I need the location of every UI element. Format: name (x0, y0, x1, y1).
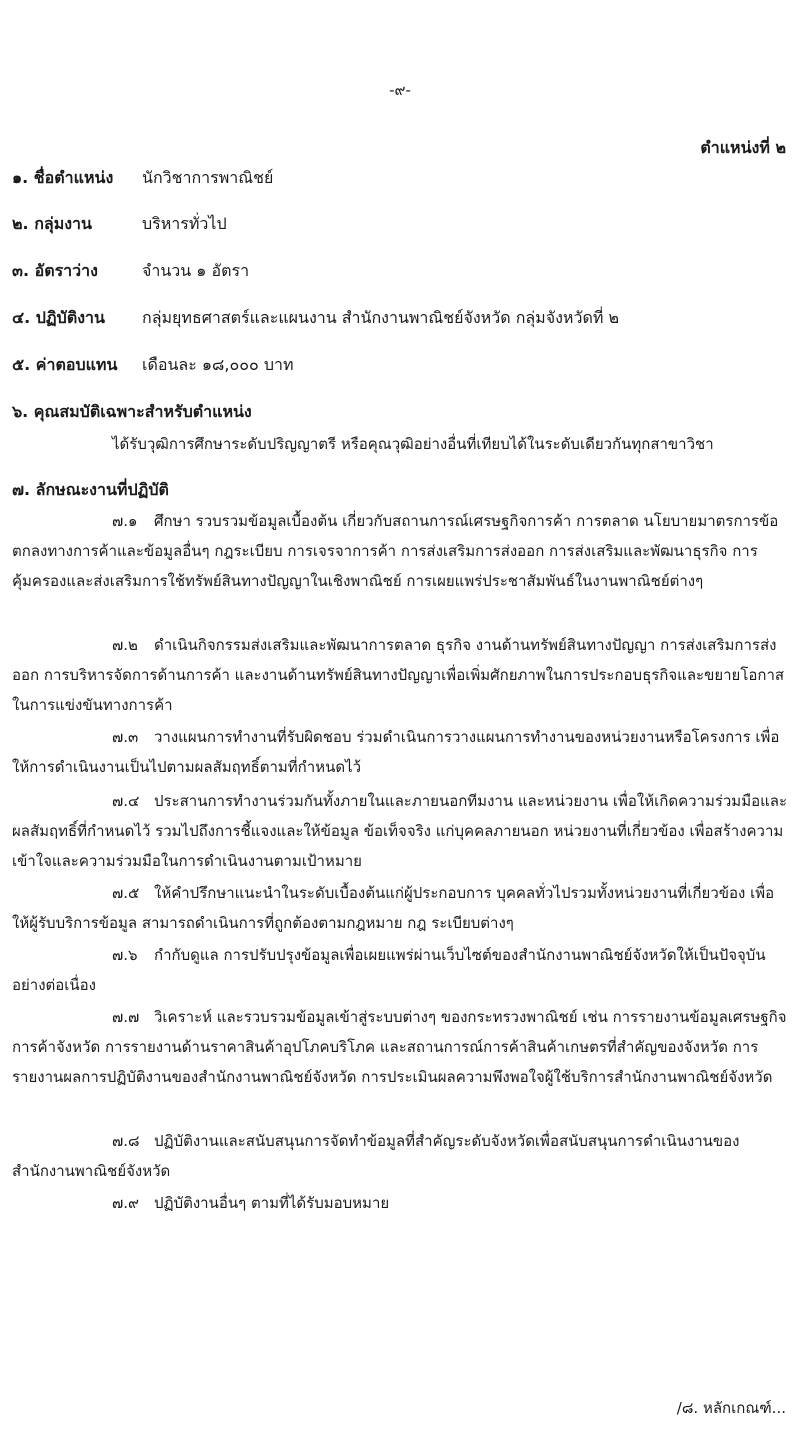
section6-text: ได้รับวุฒิการศึกษาระดับปริญญาตรี หรือคุณวุฒิอย่างอื่นที่เทียบได้ในระดับเดียวกันทุกสาขาวิชา (112, 435, 714, 453)
duty-number: ๗.๕ (112, 884, 140, 902)
field-salary (12, 353, 294, 378)
duty-number: ๗.๖ (112, 946, 138, 964)
field-label: ๓. อัตราว่าง (12, 261, 98, 280)
duty-text: ดำเนินกิจกรรมส่งเสริมและพัฒนาการตลาด ธุรกิจ งานด้านทรัพย์สินทางปัญญา การส่งเสริมการส่งออก การบริหารจัดการด้านการค้า และงานด้านทรัพย์สินทางปัญญาเพื่อเพิ่มศักยภาพในการประกอบธุรกิจและขยายโอกาสในการแข่งขันทางการค้า (12, 636, 785, 714)
position-number: ตำแหน่งที่ ๒ (700, 138, 786, 157)
section7-heading: ๗. ลักษณะงานที่ปฏิบัติ (12, 480, 169, 499)
duty-item-7-1 (12, 506, 788, 596)
duty-item-7-2 (12, 630, 788, 720)
field-vacancy (12, 259, 250, 284)
duty-item-7-4 (12, 786, 788, 876)
duty-text: กำกับดูแล การปรับปรุงข้อมูลเพื่อเผยแพร่ผ่านเว็บไซต์ของสำนักงานพาณิชย์จังหวัดให้เป็นปัจจุบันอย่างต่อเนื่อง (12, 946, 766, 994)
duty-item-7-3 (12, 722, 788, 782)
field-label: ๑. ชื่อตำแหน่ง (12, 168, 114, 187)
section6-heading: ๖. คุณสมบัติเฉพาะสำหรับตำแหน่ง (12, 402, 252, 421)
duty-text: วิเคราะห์ และรวบรวมข้อมูลเข้าสู่ระบบต่างๆ ของกระทรวงพาณิชย์ เช่น การรายงานข้อมูลเศรษฐกิจการค้าจังหวัด การรายงานด้านราคาสินค้าอุปโภคบริโภค และสถานการณ์การค้าสินค้าเกษตรที่สำคัญของจังหวัด การรายงานผลการปฏิบัติงานของสำนักงานพาณิชย์จังหวัด การประเมินผลความพึงพอใจผู้ใช้บริการสำนักงานพาณิชย์จังหวัด (12, 1008, 787, 1086)
duty-number: ๗.๘ (112, 1132, 140, 1150)
duty-text: ปฏิบัติงานและสนับสนุนการจัดทำข้อมูลที่สำคัญระดับจังหวัดเพื่อสนับสนุนการดำเนินงานของสำนักงานพาณิชย์จังหวัด (12, 1132, 740, 1180)
field-position-name (12, 166, 274, 191)
duty-number: ๗.๔ (112, 792, 140, 810)
field-value: นักวิชาการพาณิชย์ (142, 168, 274, 187)
field-value: บริหารทั่วไป (142, 214, 227, 233)
duty-item-7-5 (12, 878, 788, 938)
field-label: ๕. ค่าตอบแทน (12, 355, 118, 374)
duty-text: ศึกษา รวบรวมข้อมูลเบื้องต้น เกี่ยวกับสถานการณ์เศรษฐกิจการค้า การตลาด นโยบายมาตรการข้อตกลงทางการค้าและข้อมูลอื่นๆ กฎระเบียบ การเจรจาการค้า การส่งเสริมการส่งออก การส่งเสริมและพัฒนาธุรกิจ การคุ้มครองและส่งเสริมการใช้ทรัพย์สินทางปัญญาในเชิงพาณิชย์ การเผยแพร่ประชาสัมพันธ์ในงานพาณิชย์ต่างๆ (12, 512, 779, 590)
duty-text: ปฏิบัติงานอื่นๆ ตามที่ได้รับมอบหมาย (154, 1194, 390, 1212)
duty-item-7-6 (12, 940, 788, 1000)
field-work-place (12, 306, 620, 331)
duty-item-7-9 (12, 1188, 788, 1218)
field-value: จำนวน ๑ อัตรา (142, 261, 250, 280)
field-label: ๒. กลุ่มงาน (12, 214, 92, 233)
duty-number: ๗.๓ (112, 728, 139, 746)
field-work-group (12, 212, 227, 237)
duty-text: ให้คำปรึกษาแนะนำในระดับเบื้องต้นแก่ผู้ประกอบการ บุคคลทั่วไปรวมทั้งหน่วยงานที่เกี่ยวข้อง เพื่อให้ผู้รับบริการข้อมูล สามารถดำเนินการที่ถูกต้องตามกฎหมาย กฎ ระเบียบต่างๆ (12, 884, 775, 932)
continuation-footer: /๘. หลักเกณฑ์... (676, 1399, 786, 1417)
field-value: กลุ่มยุทธศาสตร์และแผนงาน สำนักงานพาณิชย์จังหวัด กลุ่มจังหวัดที่ ๒ (142, 308, 620, 327)
duty-number: ๗.๗ (112, 1008, 140, 1026)
page-number: -๙- (389, 81, 411, 99)
duty-item-7-8 (12, 1126, 788, 1186)
duty-number: ๗.๑ (112, 512, 138, 530)
duty-number: ๗.๒ (112, 636, 138, 654)
duty-number: ๗.๙ (112, 1194, 140, 1212)
field-value: เดือนละ ๑๘,๐๐๐ บาท (142, 355, 294, 374)
field-label: ๔. ปฏิบัติงาน (12, 308, 105, 327)
duty-item-7-7 (12, 1002, 788, 1092)
duty-text: วางแผนการทำงานที่รับผิดชอบ ร่วมดำเนินการวางแผนการทำงานของหน่วยงานหรือโครงการ เพื่อให้การดำเนินงานเป็นไปตามผลสัมฤทธิ์ตามที่กำหนดไว้ (12, 728, 780, 776)
duty-text: ประสานการทำงานร่วมกันทั้งภายในและภายนอกทีมงาน และหน่วยงาน เพื่อให้เกิดความร่วมมือและผลสัมฤทธิ์ที่กำหนดไว้ รวมไปถึงการชี้แจงและให้ข้อมูล ข้อเท็จจริง แก่บุคคลภายนอก หน่วยงานที่เกี่ยวข้อง เพื่อสร้างความเข้าใจและความร่วมมือในการดำเนินงานตามเป้าหมาย (12, 792, 788, 870)
